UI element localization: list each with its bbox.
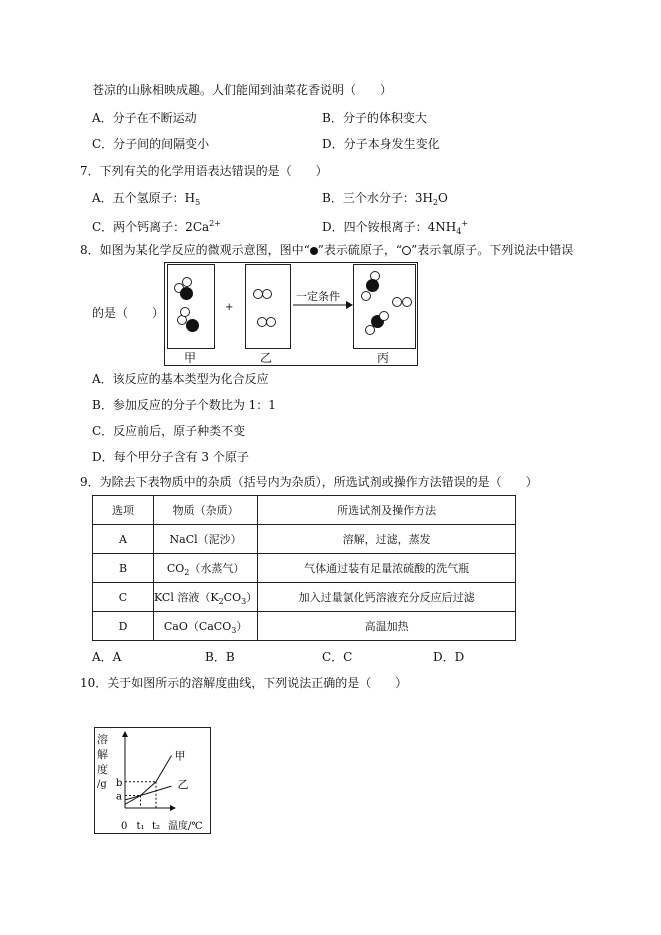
q9-answer-a: A．A	[92, 650, 122, 664]
reaction-condition: 一定条件	[296, 290, 340, 303]
q6-option-c: C．分子间的间隔变小	[92, 137, 210, 151]
oxygen-atom	[392, 297, 402, 307]
q8-stem-continued: 的是（ ）	[92, 306, 165, 320]
sulfur-atom	[186, 319, 199, 332]
table-row	[93, 583, 516, 612]
row-substance: NaCl（泥沙）	[154, 525, 258, 554]
q7-option-a: A．五个氢原子：$H_5$	[92, 191, 201, 207]
table-header-row	[93, 496, 516, 525]
impurity-table	[92, 495, 516, 641]
label-bing: 丙	[377, 351, 390, 365]
q6-option-a: A．分子在不断运动	[92, 111, 197, 125]
table-row	[93, 525, 516, 554]
ylabel-char: 溶	[97, 733, 108, 746]
oxygen-atom	[402, 297, 412, 307]
oxygen-atom	[361, 291, 371, 301]
reaction-arrow-icon	[292, 300, 354, 310]
header-option: 选项	[93, 496, 154, 525]
sulfur-atom	[180, 287, 193, 300]
oxygen-atom	[180, 307, 190, 317]
oxygen-atom-legend-icon	[402, 246, 411, 255]
row-method: 气体通过装有足量浓硫酸的洗气瓶	[258, 554, 516, 583]
row-substance: $CO_2$（水蒸气）	[154, 554, 258, 583]
oxygen-atom	[266, 317, 276, 327]
q8-option-c: C．反应前后，原子种类不变	[92, 424, 246, 438]
sulfur-atom-legend-icon	[310, 247, 318, 255]
sulfur-atom	[366, 279, 379, 292]
reactant-jia-box	[167, 264, 215, 349]
y-tick-label: b	[116, 777, 123, 789]
label-jia: 甲	[184, 351, 197, 365]
oxygen-atom	[262, 289, 272, 299]
q8-option-b: B．参加反应的分子个数比为 1：1	[92, 398, 276, 412]
q9-answer-c: C．C	[322, 650, 353, 664]
row-option: A	[93, 525, 154, 554]
row-method: 加入过量氯化钙溶液充分反应后过滤	[258, 583, 516, 612]
oxygen-atom	[365, 325, 375, 335]
y-axis-arrow-icon	[122, 731, 128, 737]
plus-sign: +	[225, 302, 234, 313]
solubility-chart-frame	[94, 727, 211, 834]
ylabel-char: 解	[97, 748, 108, 761]
header-substance: 物质（杂质）	[154, 496, 258, 525]
oxygen-atom	[379, 311, 389, 321]
q6-stem: 苍凉的山脉相映成趣。人们能闻到油菜花香说明（ ）	[92, 83, 393, 97]
oxygen-atom	[182, 277, 192, 287]
q7-option-c: C．两个钙离子：$2Ca^{2+}$	[92, 219, 221, 234]
row-method: 溶解，过滤，蒸发	[258, 525, 516, 554]
q6-option-b: B．分子的体积变大	[322, 111, 427, 125]
series-line-1	[125, 756, 172, 805]
reactant-yi-box	[245, 264, 291, 349]
series-label: 乙	[177, 778, 189, 792]
row-option: C	[93, 583, 154, 612]
q9-stem: 9．为除去下表物质中的杂质（括号内为杂质），所选试剂或操作方法错误的是（ ）	[80, 475, 538, 489]
q10-stem: 10．关于如图所示的溶解度曲线，下列说法正确的是（ ）	[80, 676, 408, 690]
series-label: 甲	[174, 749, 186, 763]
label-yi: 乙	[260, 351, 273, 365]
q7-option-b: B．三个水分子：$3H_2O$	[322, 191, 448, 207]
x-tick-label: t₂	[152, 821, 161, 832]
q8-option-a: A．该反应的基本类型为化合反应	[92, 372, 269, 386]
y-tick-label: a	[116, 791, 122, 803]
header-method: 所选试剂及操作方法	[258, 496, 516, 525]
q7-stem: 7．下列有关的化学用语表达错误的是（ ）	[80, 164, 328, 178]
solubility-chart	[95, 728, 210, 833]
row-substance: CaO（CaCO$_3$）	[154, 612, 258, 641]
x-tick-label: 0	[121, 821, 128, 832]
ylabel-char: /g	[97, 779, 107, 790]
q8-option-d: D．每个甲分子含有 3 个原子	[92, 450, 249, 464]
table-row	[93, 554, 516, 583]
x-tick-label: t₁	[136, 821, 145, 832]
q9-answer-b: B．B	[205, 650, 235, 664]
row-option: D	[93, 612, 154, 641]
row-method: 高温加热	[258, 612, 516, 641]
product-bing-box	[353, 264, 416, 349]
x-axis-label: 温度/℃	[168, 821, 203, 832]
row-substance: KCl 溶液$(K_2CO_3)$	[154, 583, 258, 612]
q9-answer-d: D．D	[433, 650, 465, 664]
table-row	[93, 612, 516, 641]
q8-stem: 8．如图为某化学反应的微观示意图，图中“ ”表示硫原子，“ ”表示氧原子。下列说法中错误	[80, 243, 574, 257]
row-option: B	[93, 554, 154, 583]
ylabel-char: 度	[97, 763, 108, 776]
x-axis-arrow-icon	[170, 805, 176, 811]
q6-option-d: D．分子本身发生变化	[322, 137, 440, 151]
q7-option-d: D．四个铵根离子：$4NH_4^+$	[322, 219, 469, 236]
